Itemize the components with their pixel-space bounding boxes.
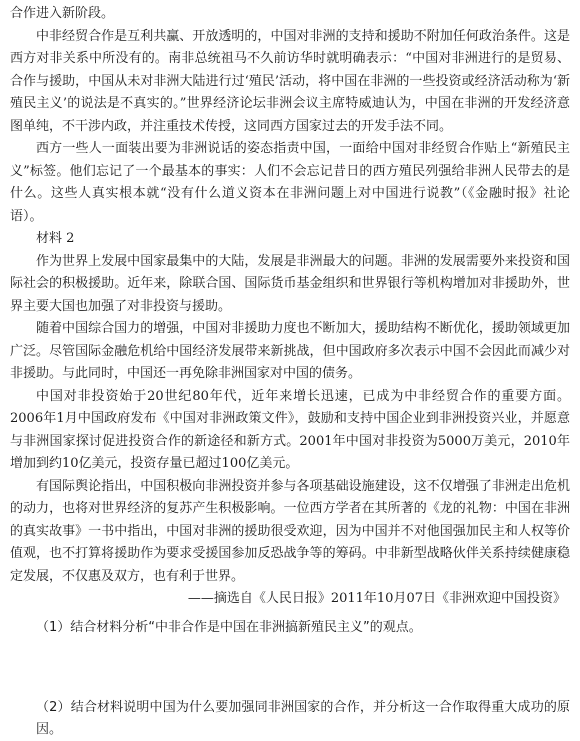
source-citation: ——摘选自《人民日报》2011年10月07日《非洲欢迎中国投资》: [187, 591, 566, 606]
paragraph-intro-tail: 合作进入新阶段。: [10, 6, 115, 21]
question-2: （2）结合材料说明中国为什么要加强同非洲国家的合作，并分析这一合作取得重大成功的原因。: [36, 699, 570, 737]
paragraph-western-criticism: 西方一些人一面装出要为非洲说话的姿态指责中国，一面给中国对非经贸合作贴上“新殖民主义”标签。他们忘记了一个最基本的事实：人们不会忘记昔日的西方殖民列强给非洲人民带去的是什么。这些人真实根本就“没有什么道义资本在非洲问题上对中国进行说教”（《金融时报》社论语）。: [10, 141, 570, 224]
paragraph-africa-development: 作为世界上发展中国家最集中的大陆，发展是非洲最大的问题。非洲的发展需要外来投资和国际社会的积极援助。近年来，除联合国、国际货币基金组织和世界银行等机构增加对非援助外，世界主要大国也加强了对非投资与援助。: [10, 253, 570, 314]
paragraph-china-investment: 中国对非投资始于20世纪80年代，近年来增长迅速，已成为中非经贸合作的重要方面。2006年1月中国政府发布《中国对非洲政策文件》，鼓励和支持中国企业到非洲投资兴业，并愿意与非洲国家探讨促进投资合作的新途径和新方式。2001年中国对非投资为5000万美元，2010年增加到约10亿美元，投资存量已超过100亿美元。: [10, 388, 570, 471]
paragraph-trade-cooperation: 中非经贸合作是互利共赢、开放透明的，中国对非洲的支持和援助不附加任何政治条件。这是西方对非关系中所没有的。南非总统祖马不久前访华时就明确表示：“中国对非洲进行的是贸易、合作与援助，中国从未对非洲大陆进行过‘殖民’活动，将中国在非洲的一些投资或经济活动称为‘新殖民主义’的说法是不真实的。”世界经济论坛非洲会议主席特威迪认为，中国在非洲的开发经济意图单纯，不干涉内政，并注重技术传授，这同西方国家过去的开发手法不同。: [10, 28, 570, 134]
paragraph-china-aid: 随着中国综合国力的增强，中国对非援助力度也不断加大，援助结构不断优化，援助领域更加广泛。尽管国际金融危机给中国经济发展带来新挑战，但中国政府多次表示中国不会因此而减少对非援助。与此同时，中国还一再免除非洲国家对中国的债务。: [10, 321, 570, 381]
page-content: [10, 3, 570, 741]
question-1: （1）结合材料分析“中非合作是中国在非洲搞新殖民主义”的观点。: [36, 619, 422, 635]
paragraph-international-opinion: 有国际舆论指出，中国积极向非洲投资并参与各项基础设施建设，这不仅增强了非洲走出危机的动力，也将对世界经济的复苏产生积极影响。一位西方学者在其所著的《龙的礼物：中国在非洲的真实故事》一书中指出，中国对非洲的援助很受欢迎，因为中国并不对他国强加民主和人权等价值观，也不打算将援助作为要求受援国参加反恐战争等的筹码。中非新型战略伙伴关系持续健康稳定发展，不仅惠及双方，也有利于世界。: [10, 478, 570, 584]
material-2-label: 材料 2: [36, 231, 75, 246]
